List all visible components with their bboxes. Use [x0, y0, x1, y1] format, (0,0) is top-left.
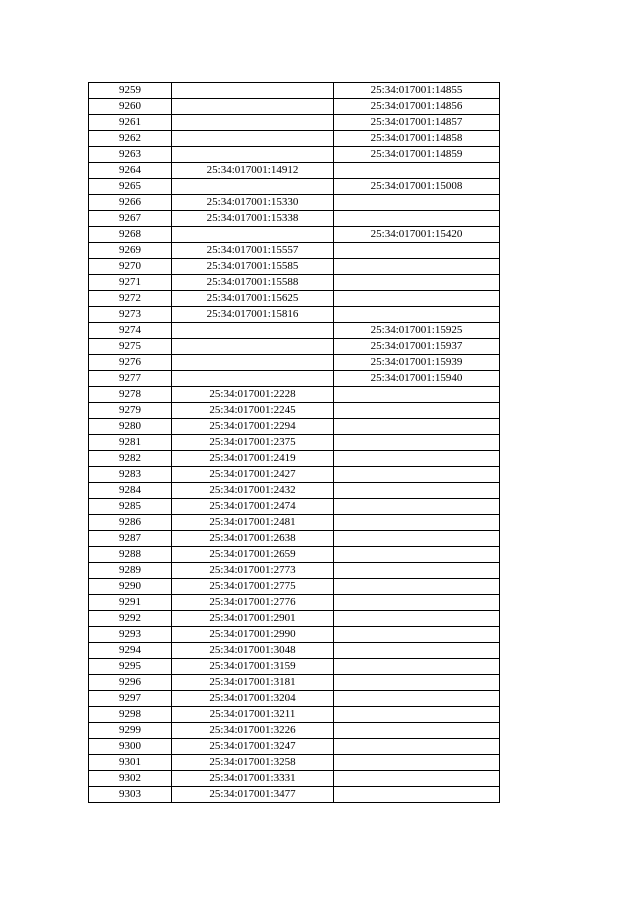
table-row	[89, 563, 500, 579]
cadastral-number-cell-b	[334, 515, 500, 531]
table-row	[89, 499, 500, 515]
cadastral-number-cell-a: 25:34:017001:3181	[172, 675, 334, 691]
row-number-cell: 9271	[89, 275, 172, 291]
table-row	[89, 451, 500, 467]
cadastral-number-cell-a: 25:34:017001:2245	[172, 403, 334, 419]
row-number-cell: 9291	[89, 595, 172, 611]
cadastral-number-cell-a: 25:34:017001:2228	[172, 387, 334, 403]
row-number-cell: 9297	[89, 691, 172, 707]
cadastral-number-cell-a: 25:34:017001:3331	[172, 771, 334, 787]
table-row	[89, 339, 500, 355]
row-number-cell: 9272	[89, 291, 172, 307]
row-number-cell: 9279	[89, 403, 172, 419]
table-row	[89, 739, 500, 755]
table-row	[89, 643, 500, 659]
cadastral-number-cell-b: 25:34:017001:15940	[334, 371, 500, 387]
row-number-cell: 9293	[89, 627, 172, 643]
table-row	[89, 387, 500, 403]
table-row	[89, 595, 500, 611]
table-row	[89, 627, 500, 643]
cadastral-number-cell-b: 25:34:017001:15937	[334, 339, 500, 355]
cadastral-number-cell-b	[334, 707, 500, 723]
cadastral-number-cell-a: 25:34:017001:15625	[172, 291, 334, 307]
table-row	[89, 435, 500, 451]
table-row	[89, 131, 500, 147]
row-number-cell: 9274	[89, 323, 172, 339]
cadastral-number-cell-b	[334, 739, 500, 755]
row-number-cell: 9296	[89, 675, 172, 691]
cadastral-number-cell-a: 25:34:017001:3048	[172, 643, 334, 659]
cadastral-number-cell-b	[334, 435, 500, 451]
cadastral-number-cell-a	[172, 371, 334, 387]
cadastral-number-cell-b	[334, 419, 500, 435]
cadastral-number-cell-b	[334, 787, 500, 803]
cadastral-number-cell-a: 25:34:017001:2773	[172, 563, 334, 579]
cadastral-number-cell-a	[172, 355, 334, 371]
table-row	[89, 195, 500, 211]
row-number-cell: 9263	[89, 147, 172, 163]
cadastral-number-cell-a: 25:34:017001:2776	[172, 595, 334, 611]
row-number-cell: 9264	[89, 163, 172, 179]
cadastral-number-cell-b	[334, 755, 500, 771]
row-number-cell: 9268	[89, 227, 172, 243]
table-row	[89, 371, 500, 387]
cadastral-number-cell-a	[172, 323, 334, 339]
cadastral-number-cell-a: 25:34:017001:2990	[172, 627, 334, 643]
cadastral-number-cell-a: 25:34:017001:2427	[172, 467, 334, 483]
table-row	[89, 323, 500, 339]
table-row	[89, 755, 500, 771]
table-row	[89, 691, 500, 707]
cadastral-number-cell-b	[334, 611, 500, 627]
cadastral-number-cell-a: 25:34:017001:2419	[172, 451, 334, 467]
cadastral-number-cell-b	[334, 691, 500, 707]
cadastral-number-cell-a: 25:34:017001:2481	[172, 515, 334, 531]
table-row	[89, 723, 500, 739]
table-row	[89, 291, 500, 307]
table-row	[89, 179, 500, 195]
table-row	[89, 531, 500, 547]
cadastral-number-cell-a: 25:34:017001:3477	[172, 787, 334, 803]
cadastral-number-cell-a	[172, 131, 334, 147]
row-number-cell: 9286	[89, 515, 172, 531]
cadastral-number-cell-b	[334, 659, 500, 675]
row-number-cell: 9265	[89, 179, 172, 195]
cadastral-number-cell-a	[172, 147, 334, 163]
cadastral-number-cell-b: 25:34:017001:15420	[334, 227, 500, 243]
table-row	[89, 483, 500, 499]
cadastral-number-cell-a: 25:34:017001:14912	[172, 163, 334, 179]
cadastral-number-cell-b	[334, 675, 500, 691]
cadastral-number-cell-a	[172, 227, 334, 243]
table-row	[89, 403, 500, 419]
cadastral-number-cell-b	[334, 243, 500, 259]
cadastral-number-cell-a: 25:34:017001:2659	[172, 547, 334, 563]
cadastral-number-cell-b	[334, 563, 500, 579]
cadastral-number-cell-b	[334, 451, 500, 467]
cadastral-number-cell-b: 25:34:017001:15925	[334, 323, 500, 339]
cadastral-number-cell-a	[172, 115, 334, 131]
row-number-cell: 9300	[89, 739, 172, 755]
row-number-cell: 9277	[89, 371, 172, 387]
table-row	[89, 659, 500, 675]
cadastral-number-cell-b: 25:34:017001:14855	[334, 83, 500, 99]
row-number-cell: 9288	[89, 547, 172, 563]
cadastral-number-cell-a: 25:34:017001:2432	[172, 483, 334, 499]
row-number-cell: 9269	[89, 243, 172, 259]
table-row	[89, 147, 500, 163]
table-row	[89, 467, 500, 483]
cadastral-number-cell-b	[334, 483, 500, 499]
cadastral-number-cell-b	[334, 195, 500, 211]
table-row	[89, 771, 500, 787]
cadastral-number-cell-a: 25:34:017001:15816	[172, 307, 334, 323]
cadastral-number-cell-a: 25:34:017001:15585	[172, 259, 334, 275]
cadastral-number-cell-a: 25:34:017001:2638	[172, 531, 334, 547]
cadastral-number-cell-b	[334, 291, 500, 307]
table-row	[89, 211, 500, 227]
row-number-cell: 9290	[89, 579, 172, 595]
cadastral-number-cell-a: 25:34:017001:15588	[172, 275, 334, 291]
cadastral-number-cell-a: 25:34:017001:2474	[172, 499, 334, 515]
row-number-cell: 9284	[89, 483, 172, 499]
row-number-cell: 9262	[89, 131, 172, 147]
row-number-cell: 9278	[89, 387, 172, 403]
row-number-cell: 9283	[89, 467, 172, 483]
row-number-cell: 9270	[89, 259, 172, 275]
table-row	[89, 675, 500, 691]
cadastral-number-cell-a: 25:34:017001:2375	[172, 435, 334, 451]
cadastral-number-cell-b	[334, 499, 500, 515]
cadastral-number-cell-b	[334, 771, 500, 787]
cadastral-number-cell-b: 25:34:017001:14858	[334, 131, 500, 147]
cadastral-number-cell-a: 25:34:017001:15557	[172, 243, 334, 259]
cadastral-number-cell-a	[172, 339, 334, 355]
row-number-cell: 9276	[89, 355, 172, 371]
cadastral-number-cell-a	[172, 179, 334, 195]
table-row	[89, 227, 500, 243]
cadastral-number-cell-a: 25:34:017001:2901	[172, 611, 334, 627]
cadastral-number-cell-b	[334, 643, 500, 659]
table-row	[89, 579, 500, 595]
row-number-cell: 9285	[89, 499, 172, 515]
table-row	[89, 243, 500, 259]
cadastral-number-cell-b	[334, 579, 500, 595]
row-number-cell: 9259	[89, 83, 172, 99]
cadastral-number-cell-a: 25:34:017001:3247	[172, 739, 334, 755]
table-body	[89, 83, 500, 803]
cadastral-number-cell-a: 25:34:017001:15338	[172, 211, 334, 227]
cadastral-number-cell-b	[334, 547, 500, 563]
row-number-cell: 9267	[89, 211, 172, 227]
row-number-cell: 9280	[89, 419, 172, 435]
cadastral-number-cell-a: 25:34:017001:2294	[172, 419, 334, 435]
cadastral-number-cell-a: 25:34:017001:2775	[172, 579, 334, 595]
cadastral-number-cell-b	[334, 723, 500, 739]
cadastral-number-cell-a	[172, 99, 334, 115]
row-number-cell: 9294	[89, 643, 172, 659]
table-row	[89, 115, 500, 131]
cadastral-number-cell-a: 25:34:017001:3258	[172, 755, 334, 771]
cadastral-number-cell-b	[334, 467, 500, 483]
table-row	[89, 275, 500, 291]
table-row	[89, 307, 500, 323]
table-row	[89, 259, 500, 275]
cadastral-number-cell-b	[334, 259, 500, 275]
table-row	[89, 547, 500, 563]
cadastral-number-cell-b	[334, 275, 500, 291]
table-row	[89, 611, 500, 627]
cadastral-number-cell-a: 25:34:017001:3211	[172, 707, 334, 723]
row-number-cell: 9281	[89, 435, 172, 451]
cadastral-number-cell-b	[334, 627, 500, 643]
cadastral-number-cell-a: 25:34:017001:15330	[172, 195, 334, 211]
cadastral-number-cell-b: 25:34:017001:15008	[334, 179, 500, 195]
cadastral-number-cell-a: 25:34:017001:3226	[172, 723, 334, 739]
row-number-cell: 9273	[89, 307, 172, 323]
cadastral-number-cell-b: 25:34:017001:14856	[334, 99, 500, 115]
cadastral-number-cell-b	[334, 211, 500, 227]
cadastral-number-cell-b: 25:34:017001:14859	[334, 147, 500, 163]
cadastral-number-cell-a: 25:34:017001:3159	[172, 659, 334, 675]
table-row	[89, 707, 500, 723]
row-number-cell: 9287	[89, 531, 172, 547]
row-number-cell: 9266	[89, 195, 172, 211]
table-row	[89, 419, 500, 435]
table-row	[89, 83, 500, 99]
table-row	[89, 355, 500, 371]
cadastral-number-cell-b	[334, 307, 500, 323]
table-row	[89, 515, 500, 531]
row-number-cell: 9299	[89, 723, 172, 739]
row-number-cell: 9302	[89, 771, 172, 787]
row-number-cell: 9295	[89, 659, 172, 675]
row-number-cell: 9303	[89, 787, 172, 803]
cadastral-number-cell-b	[334, 403, 500, 419]
cadastral-number-cell-b	[334, 531, 500, 547]
row-number-cell: 9289	[89, 563, 172, 579]
row-number-cell: 9292	[89, 611, 172, 627]
table-row	[89, 163, 500, 179]
cadastral-number-cell-b	[334, 595, 500, 611]
cadastral-number-cell-b	[334, 387, 500, 403]
row-number-cell: 9260	[89, 99, 172, 115]
row-number-cell: 9301	[89, 755, 172, 771]
table-row	[89, 99, 500, 115]
cadastral-number-cell-b: 25:34:017001:14857	[334, 115, 500, 131]
row-number-cell: 9275	[89, 339, 172, 355]
cadastral-number-cell-b: 25:34:017001:15939	[334, 355, 500, 371]
row-number-cell: 9282	[89, 451, 172, 467]
cadastral-number-cell-a	[172, 83, 334, 99]
cadastral-number-cell-a: 25:34:017001:3204	[172, 691, 334, 707]
cadastral-number-cell-b	[334, 163, 500, 179]
table-row	[89, 787, 500, 803]
row-number-cell: 9298	[89, 707, 172, 723]
cadastral-table	[88, 82, 500, 803]
row-number-cell: 9261	[89, 115, 172, 131]
